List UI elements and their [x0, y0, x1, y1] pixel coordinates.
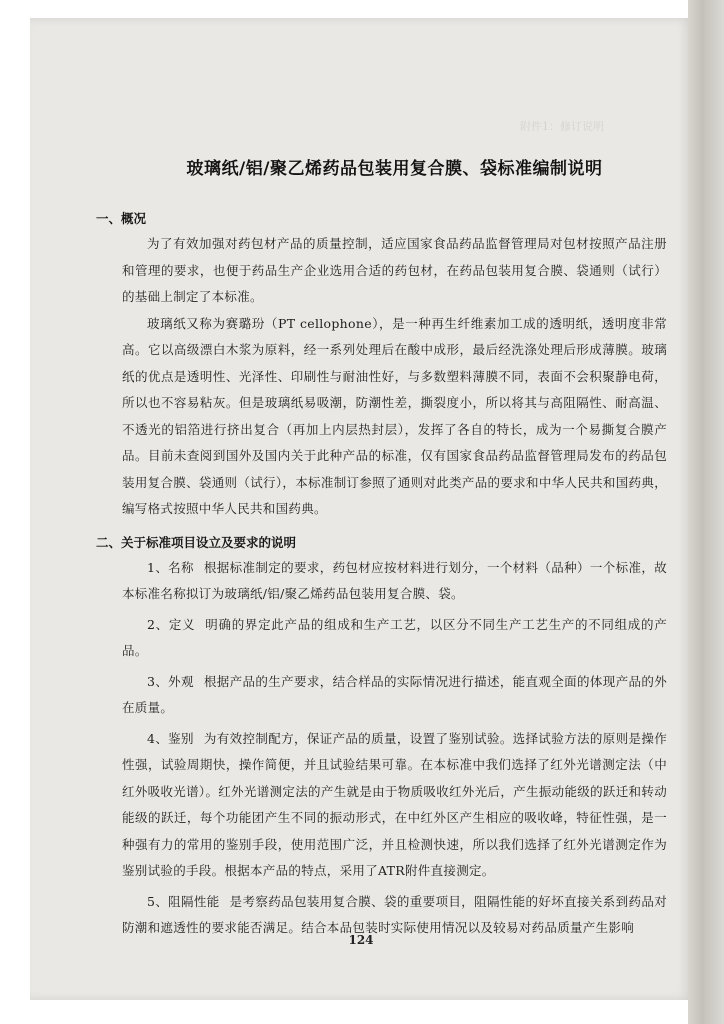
page-number: 124 [348, 933, 374, 947]
section-heading-overview: 一、概况 [96, 211, 147, 226]
item-label: 5、阻隔性能 [147, 893, 220, 909]
requirement-item-appearance [122, 669, 667, 722]
bleed-through-text: 附件1：修订说明 [520, 120, 604, 133]
item-label: 4、鉴别 [147, 730, 194, 746]
scanned-page [30, 18, 692, 1000]
item-text: 明确的界定此产品的组成和生产工艺，以区分不同生产工艺生产的不同组成的产品。 [122, 616, 667, 658]
section-heading-requirements: 二、关于标准项目设立及要求的说明 [96, 534, 297, 550]
overview-paragraph-2: 玻璃纸又称为赛璐玢（PT cellophone），是一种再生纤维素加工成的透明纸，透明度非常高。它以高级漂白木浆为原料，经一系列处理后在酸中成形，最后经洗涤处理后形成薄膜。玻璃纸的优点是透明性、光泽性、印刷性与耐油性好，与多数塑料薄膜不同，表面不会积聚静电荷，所以也不容易粘灰。但是玻璃纸易吸潮，防潮性差，撕裂度小，所以将其与高阻隔性、耐高温、不透光的铝箔进行挤出复合（再加上内层热封层），发挥了各自的特长，成为一个易撕复合膜产品。目前未查阅到国外及国内关于此种产品的标准，仅有国家食品药品监督管理局发布的药品包装用复合膜、袋通则（试行），本标准制订参照了通则对此类产品的要求和中华人民共和国药典，编写格式按照中华人民共和国药典。 [122, 315, 667, 516]
document-body [96, 136, 667, 942]
item-label: 3、外观 [147, 673, 194, 689]
requirement-item-name [122, 555, 667, 608]
document-title: 玻璃纸/铝/聚乙烯药品包装用复合膜、袋标准编制说明 [186, 159, 603, 179]
item-label: 2、定义 [147, 616, 196, 632]
item-text: 是考察药品包装用复合膜、袋的重要项目，阻隔性能的好坏直接关系到药品对防潮和遮透性的要求能否满足。结合本品包装时实际使用情况以及较易对药品质量产生影响 [122, 893, 667, 935]
item-text: 根据产品的生产要求，结合样品的实际情况进行描述，能直观全面的体现产品的外在质量。 [122, 673, 667, 715]
item-text: 为有效控制配方，保证产品的质量，设置了鉴别试验。选择试验方法的原则是操作性强，试验周期快，操作简便，并且试验结果可靠。在本标准中我们选择了红外光谱测定法（中红外吸收光谱）。红外光谱测定法的产生就是由于物质吸收红外光后，产生振动能级的跃迁和转动能级的跃迁，每个功能团产生不同的振动形式，在中红外区产生相应的吸收峰，特征性强，是一种强有力的常用的鉴别手段，使用范围广泛，并且检测快速，所以我们选择了红外光谱测定作为鉴别试验的手段。根据本产品的特点，采用了ATR附件直接测定。 [122, 730, 667, 878]
requirement-item-definition [122, 612, 667, 665]
requirement-item-identification [122, 726, 667, 885]
overview-paragraph-1: 为了有效加强对药包材产品的质量控制，适应国家食品药品监督管理局对包材按照产品注册和管理的要求，也便于药品生产企业选用合适的药包材，在药品包装用复合膜、袋通则（试行）的基础上制定了本标准。 [122, 236, 667, 304]
scan-shadow-edge [688, 0, 724, 1024]
item-text: 根据标准制定的要求，药包材应按材料进行划分，一个材料（品种）一个标准，故本标准名称拟订为玻璃纸/铝/聚乙烯药品包装用复合膜、袋。 [122, 559, 667, 601]
item-label: 1、名称 [147, 559, 194, 575]
